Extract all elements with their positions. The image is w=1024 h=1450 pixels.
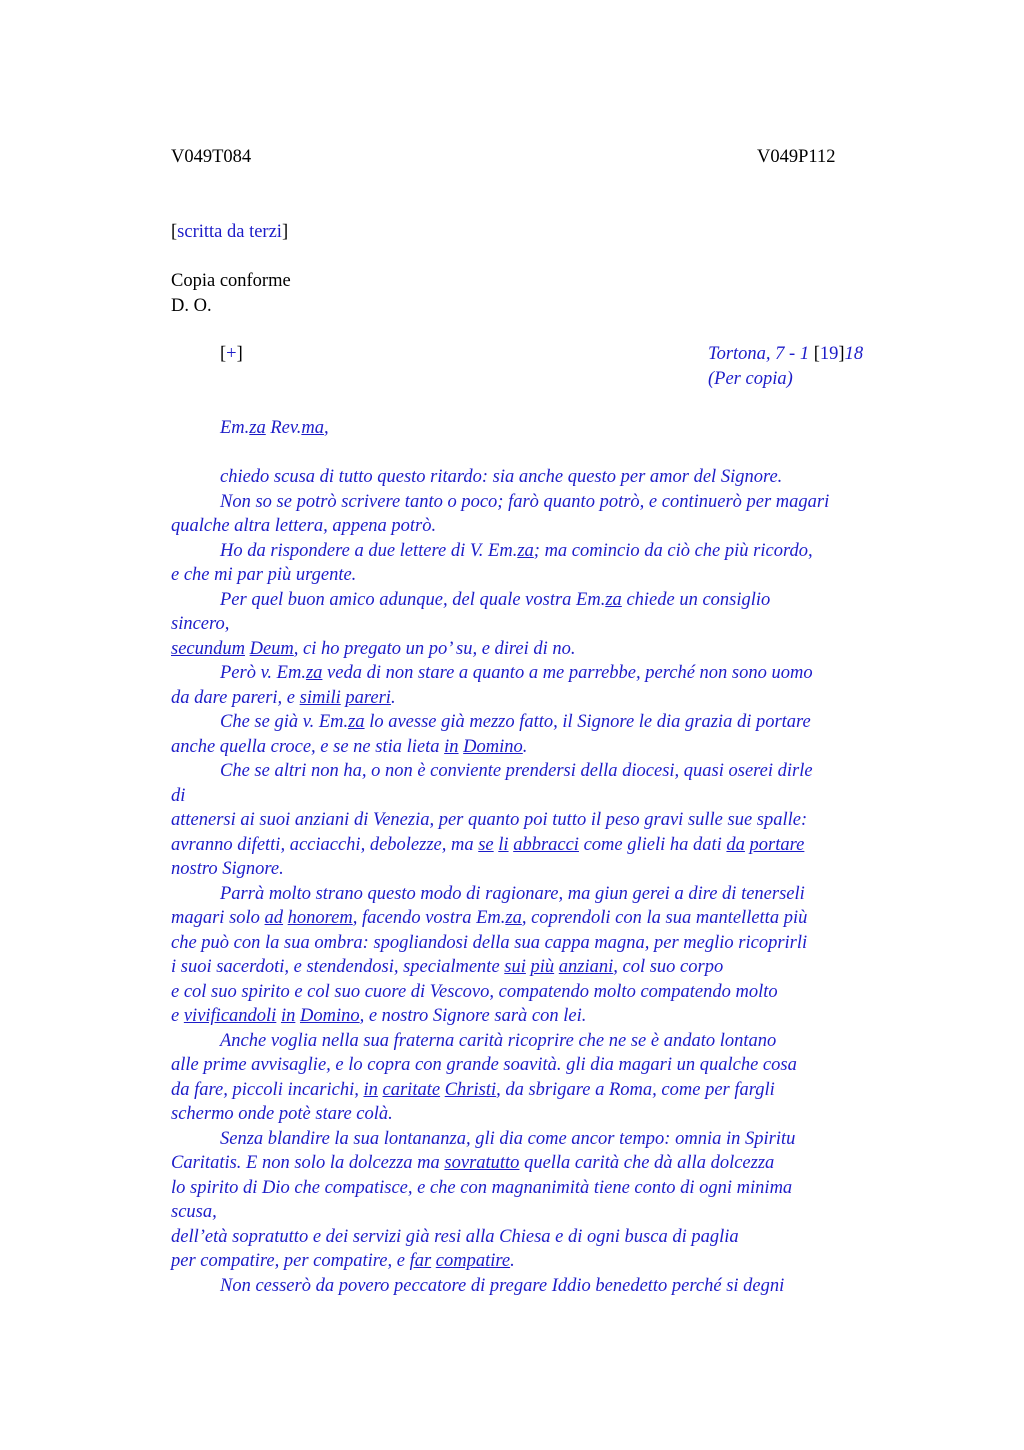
letter-line [220,759,813,784]
underlined-word: Domino [299,1006,360,1026]
text-segment: magari solo [171,908,265,928]
underlined-word: in [363,1079,378,1100]
letter-line [171,1004,586,1029]
note-open-bracket: [ [171,222,178,242]
salutation-abbrev: ma [301,418,324,438]
text-segment: , e nostro Signore sarà con lei. [359,1006,587,1026]
underlined-word: se [478,834,494,855]
salutation-abbrev: za [249,418,266,438]
third-party-note [171,220,288,245]
text-segment: , da sbrigare a Roma, come per fargli [496,1079,775,1100]
date-century: 19 [819,344,839,364]
text-segment: Caritatis. E non solo la dolcezza ma [171,1153,445,1173]
underlined-word: za [348,712,365,732]
text-segment: da fare, piccoli incarichi, [171,1079,364,1100]
letter-line [171,563,356,588]
underlined-word: sovratutto [444,1153,520,1173]
left-code: V049T084 [171,147,252,167]
text-segment: per compatire, per compatire, e [171,1251,410,1271]
text-segment: dell’età sopratutto e dei servizi già resi alla Chiesa e di ogni busca di paglia [171,1226,739,1247]
text-segment: alle prime avvisaglie, e lo copra con grande soavità. gli dia magari un qualche cosa [171,1055,797,1075]
letter-line [171,1078,775,1103]
per-copia: (Per copia) [708,369,793,389]
text-segment: lo avesse già mezzo fatto, il Signore le dia grazia di portare [364,712,811,732]
underlined-word: honorem [287,908,353,928]
underlined-word: pareri [345,687,391,708]
salutation-part: , [323,418,329,438]
underlined-word: da [726,834,745,855]
underlined-word: li [498,834,509,855]
letter-line [220,465,782,490]
letter-line [220,539,813,564]
text-segment: chiedo scusa di tutto questo ritardo: sia anche questo per amor del Signore. [220,467,783,487]
text-segment: , coprendoli con la sua mantelletta più [521,908,808,928]
text-segment: schermo onde potè stare colà. [171,1104,393,1124]
cross-open-bracket: [ [220,344,227,364]
letter-line [171,1225,739,1250]
letter-line [171,612,229,637]
letter-line [171,931,807,956]
text-segment: Per quel buon amico adunque, del quale vostra Em. [220,589,606,610]
text-segment: come glieli ha dati [578,834,727,855]
underlined-word: anziani [558,957,614,977]
cross-mark [220,342,243,367]
text-segment: e col suo spirito e col suo cuore di Vescovo, compatendo molto compatendo molto [171,981,778,1002]
text-segment: di [171,785,186,806]
text-segment: avranno difetti, acciacchi, debolezze, ma [171,834,479,855]
text-segment: da dare pareri, e [171,687,300,708]
salutation [220,416,329,441]
text-segment: qualche altra lettera, appena potrò. [171,516,437,536]
text-segment: e [171,1006,184,1026]
letter-line [171,686,396,711]
letter-line [171,1176,792,1201]
copy-line-1: Copia conforme [171,271,291,291]
underlined-word: secundum [171,638,245,659]
underlined-word: Christi [444,1079,497,1100]
underlined-word: caritate [382,1079,441,1100]
letter-line [220,1029,776,1054]
underlined-word: Deum [249,638,294,659]
note-text: scritta da terzi [177,222,282,242]
text-segment: anche quella croce, e se ne stia lieta [171,736,445,757]
text-segment: nostro Signore. [171,859,284,879]
cross-symbol: + [226,344,237,364]
letter-line [220,882,805,907]
date-bracket-open: [ [813,344,820,364]
text-segment: . [390,687,396,708]
text-segment: Anche voglia nella sua fraterna carità ricoprire che ne se è andato lontano [220,1030,777,1051]
text-segment: veda di non stare a quanto a me parrebbe, perché non sono uomo [322,663,813,683]
text-segment: quella carità che dà alla dolcezza [519,1153,775,1173]
text-segment: Non cesserò da povero peccatore di pregare Iddio benedetto perché si degni [220,1275,785,1296]
letter-line [220,588,770,613]
letter-line [220,1127,795,1152]
underlined-word: za [305,663,323,683]
letter-line [171,1249,515,1274]
underlined-word: Domino [463,736,523,757]
place-text: Tortona, 7 - 1 [708,344,814,364]
underlined-word: ad [264,908,284,928]
underlined-word: abbracci [513,834,579,855]
letter-line [171,735,527,760]
text-segment: chiede un consiglio [621,589,771,610]
text-segment: Senza blandire la sua lontananza, gli dia come ancor tempo: omnia in Spiritu [220,1128,796,1149]
letter-line [171,857,284,882]
underlined-word: sui [504,957,526,977]
text-segment: . [522,736,528,757]
text-segment: Che se altri non ha, o non è conviente prendersi della diocesi, quasi oserei dirle [220,761,813,781]
underlined-word: za [505,908,522,928]
note-close-bracket: ] [281,222,289,242]
underlined-word: portare [749,834,805,855]
text-segment: Che se già v. Em. [220,712,349,732]
letter-line [171,808,807,833]
date-year: 18 [844,344,864,364]
date-bracket-close: ] [838,344,845,364]
salutation-part: Em. [220,418,250,438]
letter-line [171,906,807,931]
underlined-word: più [530,957,555,977]
letter-line [171,833,804,858]
letter-line [220,490,829,515]
letter-line [171,980,778,1005]
text-segment: , facendo vostra Em. [352,908,506,928]
text-segment: . [510,1251,515,1271]
underlined-word: in [444,736,459,757]
underlined-word: za [517,540,534,561]
letter-line [171,1102,393,1127]
right-code: V049P112 [757,147,836,167]
underlined-word: far [409,1251,432,1271]
text-segment: e che mi par più urgente. [171,565,357,585]
text-segment: sincero, [171,614,230,634]
underlined-word: in [280,1006,296,1026]
underlined-word: vivificandoli [183,1006,277,1026]
letter-line [171,784,185,809]
letter-line [171,514,436,539]
text-segment: Però v. Em. [220,663,306,683]
cross-close-bracket: ] [236,344,243,364]
letter-line [220,710,811,735]
letter-line [220,661,813,686]
place-date [708,342,863,367]
text-segment: , ci ho pregato un po’ su, e direi di no. [293,638,576,659]
text-segment: scusa, [171,1202,217,1222]
text-segment: Ho da rispondere a due lettere di V. Em. [220,540,518,561]
salutation-part: Rev. [265,418,302,438]
letter-line [171,637,576,662]
text-segment: , col suo corpo [613,957,724,977]
text-segment: i suoi sacerdoti, e stendendosi, specialmente [171,957,505,977]
letter-line [171,1151,774,1176]
letter-line [171,1200,217,1225]
text-segment: ; ma comincio da ciò che più ricordo, [533,540,813,561]
letter-line [220,1274,784,1299]
text-segment: lo spirito di Dio che compatisce, e che con magnanimità tiene conto di ogni minima [171,1177,793,1198]
text-segment: che può con la sua ombra: spogliandosi della sua cappa magna, per meglio ricoprirli [171,932,808,953]
text-segment: attenersi ai suoi anziani di Venezia, per quanto poi tutto il peso gravi sulle sue spalle: [171,810,808,830]
underlined-word: za [605,589,622,610]
text-segment: Parrà molto strano questo modo di ragionare, ma giun gerei a dire di tenerseli [220,883,805,904]
underlined-word: compatire [435,1251,511,1271]
underlined-word: simili [299,687,341,708]
letter-line [171,1053,797,1078]
letter-line [171,955,723,980]
text-segment: Non so se potrò scrivere tanto o poco; farò quanto potrò, e continuerò per magari [220,491,830,512]
copy-line-2: D. O. [171,296,212,316]
